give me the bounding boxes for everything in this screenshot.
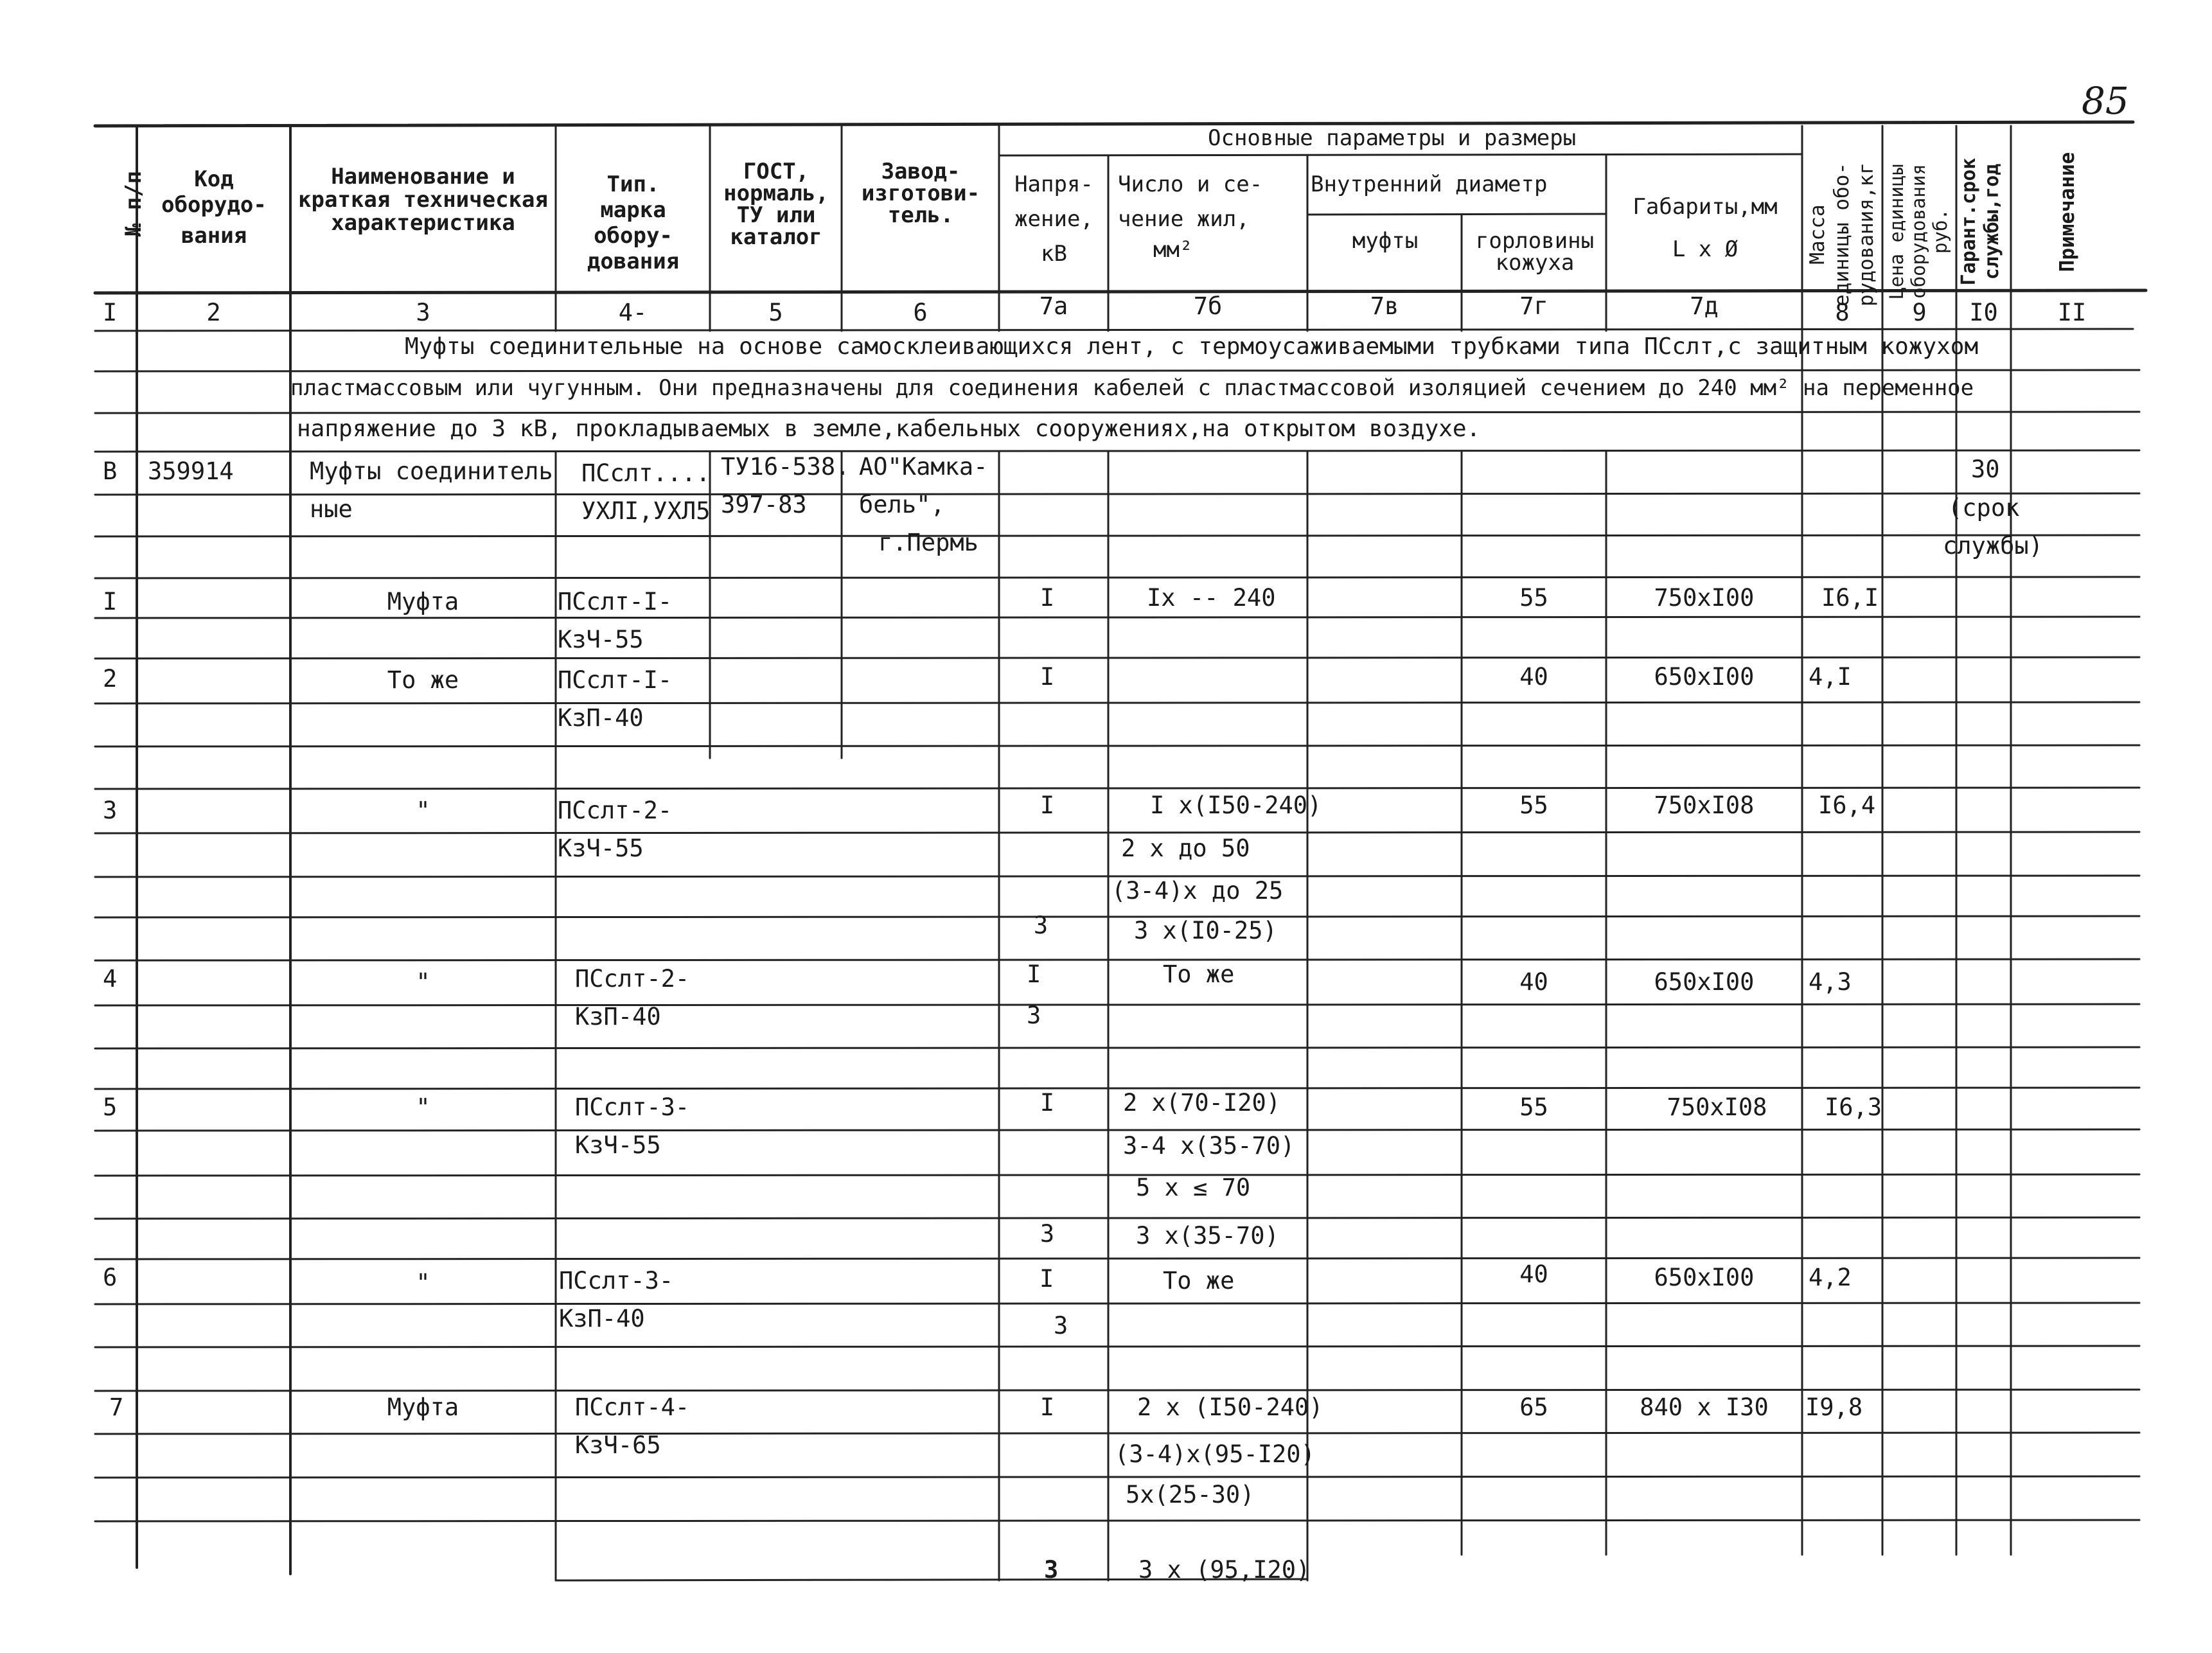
row-type: ПСслт-2- КзЧ-55 <box>558 797 673 862</box>
header-neck: горловины кожуха <box>1475 228 1595 276</box>
group-type: ПСслт.... УХЛI,УХЛ5 <box>581 459 711 525</box>
row-neck: 40 <box>1519 663 1548 691</box>
group-maker: АО"Камка- бель", г.Пермь <box>859 453 988 556</box>
col-number: 2 <box>206 299 221 326</box>
row-voltage: 3 <box>1044 1556 1059 1584</box>
row-dims: 650хI00 <box>1654 968 1755 996</box>
header-type: Тип. марка обору- дования <box>587 172 680 274</box>
col-number: 6 <box>913 299 928 326</box>
row-num: 6 <box>103 1264 118 1291</box>
row-type: ПСслт-I- КзП-40 <box>558 666 673 732</box>
row-name: " <box>416 797 430 824</box>
group-name: Муфты соединитель ные <box>310 457 553 523</box>
header-warranty: Гарант.срок службы,год <box>1958 157 2003 286</box>
row-type: ПСслт-3- КзП-40 <box>559 1267 674 1332</box>
row-cores: То же <box>1163 1267 1235 1295</box>
row-name: " <box>416 1269 430 1296</box>
row-num: 5 <box>103 1093 118 1121</box>
row-cores: 3 х (95,I20) <box>1138 1556 1311 1584</box>
row-mass: I6,4 <box>1818 791 1876 819</box>
row-cores: 3-4 х(35-70) <box>1123 1132 1295 1160</box>
header-gost: ГОСТ, нормаль, ТУ или каталог <box>723 159 829 250</box>
row-neck: 40 <box>1519 1260 1548 1288</box>
row-dims: 840 х I30 <box>1640 1393 1769 1421</box>
header-name: Наименование и краткая техническая характеристика <box>298 164 548 236</box>
row-cores: 2 х до 50 <box>1121 835 1250 862</box>
row-name: Муфта <box>387 1393 459 1421</box>
row-voltage: 3 <box>1027 1002 1041 1029</box>
col-number: 3 <box>416 299 430 326</box>
col-number: 7д <box>1690 292 1719 320</box>
col-number: 5 <box>768 299 783 326</box>
row-num: 3 <box>103 797 118 824</box>
row-num: 7 <box>109 1393 124 1421</box>
row-neck: 65 <box>1519 1393 1548 1421</box>
row-type: ПСслт-3- КзЧ-55 <box>575 1093 690 1159</box>
header-voltage: Напря- жение, кВ <box>1014 172 1093 267</box>
row-voltage: I <box>1040 1089 1055 1117</box>
row-cores: То же <box>1163 960 1235 988</box>
row-dims: 650хI00 <box>1654 663 1755 691</box>
col-number: 8 <box>1835 299 1850 326</box>
header-dims: Габариты,мм L x Ø <box>1632 194 1778 262</box>
row-name: Муфта <box>387 588 459 615</box>
row-neck: 55 <box>1519 791 1548 819</box>
row-type: ПСслт-4- КзЧ-65 <box>575 1393 690 1459</box>
row-cores: 2 х(70-I20) <box>1123 1089 1281 1117</box>
row-mass: 4,I <box>1809 663 1852 691</box>
row-mass: 4,2 <box>1809 1264 1852 1291</box>
row-cores: 3 х(I0-25) <box>1134 917 1277 944</box>
row-voltage: I <box>1040 1265 1054 1293</box>
group-code: 359914 <box>148 457 234 485</box>
row-dims: 750хI00 <box>1654 584 1755 612</box>
row-voltage: I <box>1040 1393 1055 1421</box>
header-mass: Масса единицы обо- рудования,кг <box>1806 163 1878 306</box>
row-cores: 3 х(35-70) <box>1136 1222 1279 1250</box>
row-cores: (3-4)х(95-I20) <box>1115 1440 1315 1468</box>
col-number: 4- <box>618 299 648 326</box>
row-type: ПСслт-2- КзП-40 <box>575 965 690 1030</box>
header-maker: Завод- изготови- тель. <box>861 159 980 228</box>
row-mass: I9,8 <box>1805 1393 1863 1421</box>
row-dims: 750хI08 <box>1654 791 1755 819</box>
col-number: I <box>103 299 118 326</box>
col-number: II <box>2057 299 2087 326</box>
row-num: I <box>103 588 118 615</box>
row-voltage: 3 <box>1040 1220 1055 1248</box>
col-number: 7а <box>1039 292 1068 320</box>
row-cores: I х(I50-240) <box>1150 791 1322 819</box>
header-col-num: № п/п <box>121 170 146 237</box>
row-num: 2 <box>103 665 118 693</box>
row-voltage: 3 <box>1033 912 1048 939</box>
header-note: Примечание <box>2056 152 2079 272</box>
row-name: " <box>416 968 430 996</box>
row-voltage: I <box>1040 584 1055 612</box>
row-mass: I6,3 <box>1825 1093 1882 1121</box>
header-coupling: муфты <box>1352 228 1419 254</box>
col-number: 7б <box>1193 292 1223 320</box>
group-mark: В <box>103 457 118 485</box>
row-neck: 55 <box>1519 584 1548 612</box>
header-code: Код оборудо- вания <box>161 166 267 249</box>
row-cores: 5х(25-30) <box>1126 1481 1255 1508</box>
intro-line: пластмассовым или чугунным. Они предназначены для соединения кабелей с пластмассовой изоляцией сечением до 240 мм² на переменное <box>290 375 1974 401</box>
col-number: 7г <box>1519 292 1548 320</box>
row-cores: (3-4)х до 25 <box>1111 877 1284 905</box>
col-number: 7в <box>1370 292 1399 320</box>
intro-line: Муфты соединительные на основе самосклеивающихся лент, с термоусаживаемыми трубками типа ПСслт,с защитным кожухом <box>405 333 1979 360</box>
row-voltage: I <box>1027 960 1041 988</box>
header-inner-diam: Внутренний диаметр <box>1311 172 1548 197</box>
row-voltage: I <box>1040 663 1055 691</box>
group-warranty-note: (срок службы) <box>1943 494 2043 560</box>
row-cores: Iх -- 240 <box>1147 584 1276 612</box>
row-neck: 40 <box>1519 968 1548 996</box>
row-cores: 2 х (I50-240) <box>1137 1393 1323 1421</box>
row-mass: 4,3 <box>1809 968 1852 996</box>
group-warranty: 30 <box>1971 455 2000 483</box>
row-voltage: 3 <box>1054 1312 1068 1339</box>
col-number: 9 <box>1912 299 1927 326</box>
row-dims: 750хI08 <box>1667 1093 1767 1121</box>
header-price: Цена единицы оборудования руб. <box>1886 164 1951 299</box>
header-params-title: Основные параметры и размеры <box>1208 125 1577 151</box>
col-number: I0 <box>1969 299 1998 326</box>
row-voltage: I <box>1040 791 1055 819</box>
group-gost: ТУ16-538. 397-83 <box>721 453 850 518</box>
row-neck: 55 <box>1519 1093 1548 1121</box>
page-number: 85 <box>2082 79 2129 123</box>
row-mass: I6,I <box>1821 584 1879 612</box>
row-name: То же <box>387 666 459 694</box>
header-cores: Число и се- чение жил, мм² <box>1118 172 1263 263</box>
row-cores: 5 х ≤ 70 <box>1136 1174 1251 1201</box>
intro-line: напряжение до 3 кВ, прокладываемых в земле,кабельных сооружениях,на открытом воздухе. <box>297 416 1481 442</box>
row-num: 4 <box>103 965 118 993</box>
row-type: ПСслт-I- КзЧ-55 <box>558 588 673 653</box>
row-name: " <box>416 1093 430 1121</box>
row-dims: 650хI00 <box>1654 1264 1755 1291</box>
